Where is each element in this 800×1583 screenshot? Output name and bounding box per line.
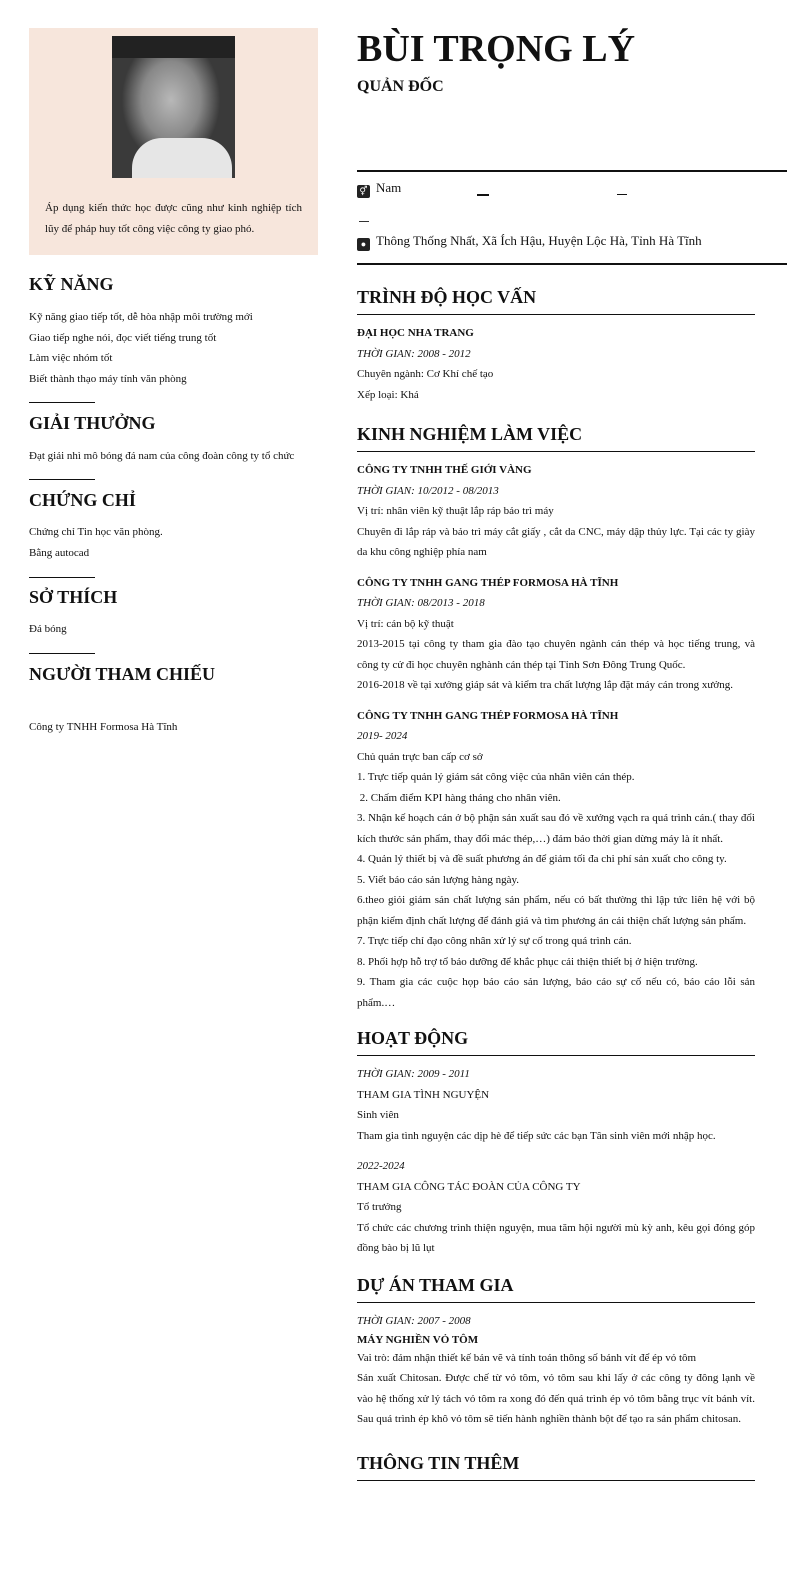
divider bbox=[29, 653, 95, 654]
address-row bbox=[357, 233, 702, 251]
job-line: 9. Tham gia các cuộc họp báo cáo sản lượng, báo cáo sự cố nếu có, báo cáo lỗi sản phẩm.… bbox=[357, 976, 755, 1009]
list-item: Chứng chỉ Tin học văn phòng. bbox=[29, 526, 163, 538]
section-heading: TRÌNH ĐỘ HỌC VẤN bbox=[357, 286, 755, 315]
company: CÔNG TY TNHH THẾ GIỚI VÀNG bbox=[357, 464, 532, 476]
activity-entry bbox=[357, 1156, 755, 1259]
projects-section bbox=[357, 1274, 755, 1430]
hobbies-heading: SỞ THÍCH bbox=[29, 587, 118, 607]
summary: Áp dụng kiến thức học được cũng như kinh nghiệp tích lũy để pháp huy tốt công việc công ty giao phó. bbox=[45, 202, 302, 235]
dash bbox=[617, 194, 627, 195]
job-line: 5. Viết báo cáo sản lượng hàng ngày. bbox=[357, 873, 520, 886]
activity-entry bbox=[357, 1064, 755, 1146]
avatar bbox=[112, 36, 235, 178]
awards-heading: GIẢI THƯỞNG bbox=[29, 413, 156, 433]
project-name: MÁY NGHIỀN VỎ TÔM bbox=[357, 1333, 479, 1346]
job-line: 2016-2018 về tại xưởng giáp sát và kiểm tra chất lượng lắp đặt máy cán trong xưởng. bbox=[357, 679, 733, 691]
job-entry bbox=[357, 706, 755, 1014]
activities-section bbox=[357, 1027, 755, 1259]
section-heading: DỰ ÁN THAM GIA bbox=[357, 1274, 755, 1303]
candidate-name: BÙI TRỌNG LÝ bbox=[357, 28, 636, 70]
list-item: Công ty TNHH Formosa Hà Tĩnh bbox=[29, 721, 178, 733]
certs-list bbox=[29, 522, 163, 563]
gender-row bbox=[357, 180, 401, 198]
job-line: Chuyên đi lắp ráp và bảo trì máy cắt giấy , cắt da CNC, máy dập thủy lực. Tại các ty giày da khu công nghiệp phía nam bbox=[357, 525, 755, 558]
list-item: Kỹ năng giao tiếp tốt, dễ hòa nhập môi trường mới bbox=[29, 311, 253, 323]
project-desc: Sản xuất Chitosan. Được chế từ vỏ tôm, vỏ tôm sau khi lấy ở các công ty đông lạnh về vào hệ thống xử lý tách vỏ tôm ra xong đó đến quá trình ép vỏ tôm bằng trục vít bánh vít. Sau quá trình ép khô vỏ tôm sẽ tiến hành nghiền thành bột để tạo ra sản phẩm chitosan. bbox=[357, 1372, 755, 1425]
divider bbox=[29, 402, 95, 403]
list-item: Đá bóng bbox=[29, 623, 67, 635]
list-item: Biết thành thạo máy tính văn phòng bbox=[29, 372, 187, 385]
certs-heading: CHỨNG CHỈ bbox=[29, 490, 136, 510]
time: THỜI GIAN: 2009 - 2011 bbox=[357, 1068, 470, 1080]
time: THỜI GIAN: 08/2013 - 2018 bbox=[357, 597, 485, 609]
time: 2022-2024 bbox=[357, 1160, 405, 1172]
project-role: Vai trò: đảm nhận thiết kế bản vẽ và tính toán thông số bánh vít để ép vỏ tôm bbox=[357, 1351, 697, 1364]
job-entry bbox=[357, 460, 755, 563]
company: CÔNG TY TNHH GANG THÉP FORMOSA HÀ TĨNH bbox=[357, 576, 619, 589]
list-item: Đạt giải nhì mô bóng đá nam của công đoàn công ty tổ chức bbox=[29, 450, 295, 462]
section-heading: KINH NGHIỆM LÀM VIỆC bbox=[357, 423, 755, 452]
divider bbox=[357, 263, 787, 265]
extra-section bbox=[357, 1452, 755, 1489]
skills-list bbox=[29, 307, 319, 389]
job-line: 8. Phối hợp hỗ trợ tổ bảo dưỡng để khắc phục cải thiện thiết bị ở hiện trường. bbox=[357, 955, 698, 968]
activity-desc: Tham gia tình nguyện các dịp hè để tiếp sức các bạn Tân sinh viên mới nhập học. bbox=[357, 1129, 716, 1142]
school-name: ĐẠI HỌC NHA TRANG bbox=[357, 327, 474, 339]
education-section bbox=[357, 286, 755, 405]
dash bbox=[477, 194, 489, 196]
list-item: Bằng autocad bbox=[29, 546, 90, 559]
job-line: Vị trí: nhân viên kỹ thuật lắp ráp bảo trì máy bbox=[357, 505, 554, 517]
divider bbox=[29, 479, 95, 480]
job-title: QUẢN ĐỐC bbox=[357, 78, 444, 95]
location-pin-icon: ● bbox=[357, 238, 370, 251]
references-heading: NGƯỜI THAM CHIẾU bbox=[29, 664, 216, 684]
time: THỜI GIAN: 10/2012 - 08/2013 bbox=[357, 484, 499, 497]
gender-value: Nam bbox=[376, 180, 402, 195]
gender-icon: ⚥ bbox=[357, 185, 370, 198]
job-line: 2013-2015 tại công ty tham gia đào tạo chuyên ngành cán thép và học tiếng trung, và công ty cử đi học chuyên nghành cán thép tại Tỉnh Sơn Đông Trung Quốc. bbox=[357, 638, 755, 671]
section-heading: THÔNG TIN THÊM bbox=[357, 1452, 755, 1481]
divider bbox=[29, 577, 95, 578]
activity-name: THAM GIA CÔNG TÁC ĐOÀN CỦA CÔNG TY bbox=[357, 1180, 581, 1193]
grade: Xếp loại: Khá bbox=[357, 388, 419, 401]
section-heading: HOẠT ĐỘNG bbox=[357, 1027, 755, 1056]
list-item: Làm việc nhóm tốt bbox=[29, 352, 113, 364]
address-value: Thông Thống Nhất, Xã Ích Hậu, Huyện Lộc Hà, Tỉnh Hà Tĩnh bbox=[376, 233, 702, 248]
divider bbox=[357, 170, 787, 172]
activity-desc: Tổ chức các chương trình thiện nguyện, mua tăm hội người mù kỳ anh, kêu gọi đóng góp đồng bào bị lũ lụt bbox=[357, 1221, 755, 1254]
skills-heading: KỸ NĂNG bbox=[29, 274, 114, 294]
job-entry bbox=[357, 573, 755, 696]
activity-role: Tổ trưởng bbox=[357, 1201, 402, 1213]
job-line: Chủ quản trực ban cấp cơ sở bbox=[357, 750, 483, 763]
time: THỜI GIAN: 2007 - 2008 bbox=[357, 1315, 471, 1327]
major: Chuyên ngành: Cơ Khí chế tạo bbox=[357, 368, 494, 380]
job-line: Vị trí: cán bộ kỹ thuật bbox=[357, 617, 454, 630]
activity-role: Sinh viên bbox=[357, 1109, 399, 1121]
time: THỜI GIAN: 2008 - 2012 bbox=[357, 347, 471, 360]
activity-name: THAM GIA TÌNH NGUYỆN bbox=[357, 1088, 490, 1101]
list-item: Giao tiếp nghe nói, đọc viết tiếng trung tốt bbox=[29, 331, 217, 344]
time: 2019- 2024 bbox=[357, 730, 408, 742]
job-line: 7. Trực tiếp chỉ đạo công nhân xử lý sự cố trong quá trình cán. bbox=[357, 935, 632, 947]
experience-section bbox=[357, 423, 755, 1013]
job-line: 1. Trực tiếp quản lý giám sát công việc của nhân viên cán thép. bbox=[357, 771, 635, 783]
job-line: 3. Nhận kế hoạch cán ở bộ phận sản xuất sau đó về xưởng vạch ra quá trình cán.( thay đổi kích thước sản phẩm, thay đổi mác thép,…) đảm bảo thời gian dừng máy là ít nhất. bbox=[357, 812, 755, 845]
company: CÔNG TY TNHH GANG THÉP FORMOSA HÀ TĨNH bbox=[357, 709, 619, 722]
dash bbox=[359, 221, 369, 222]
job-line: 4. Quản lý thiết bị và đề suất phương án để giảm tối đa chi phí sản xuất cho công ty. bbox=[357, 853, 727, 865]
job-line: 2. Chấm điểm KPI hàng tháng cho nhân viên. bbox=[357, 791, 561, 804]
job-line: 6.theo giỏi giám sản chất lượng sản phẩm, nếu có bất thường thì lập tức liên hệ với bộ phận kiểm định chất lượng để đánh giá và tìm phương án cải thiện chất lượng sản phẩm. bbox=[357, 894, 755, 927]
